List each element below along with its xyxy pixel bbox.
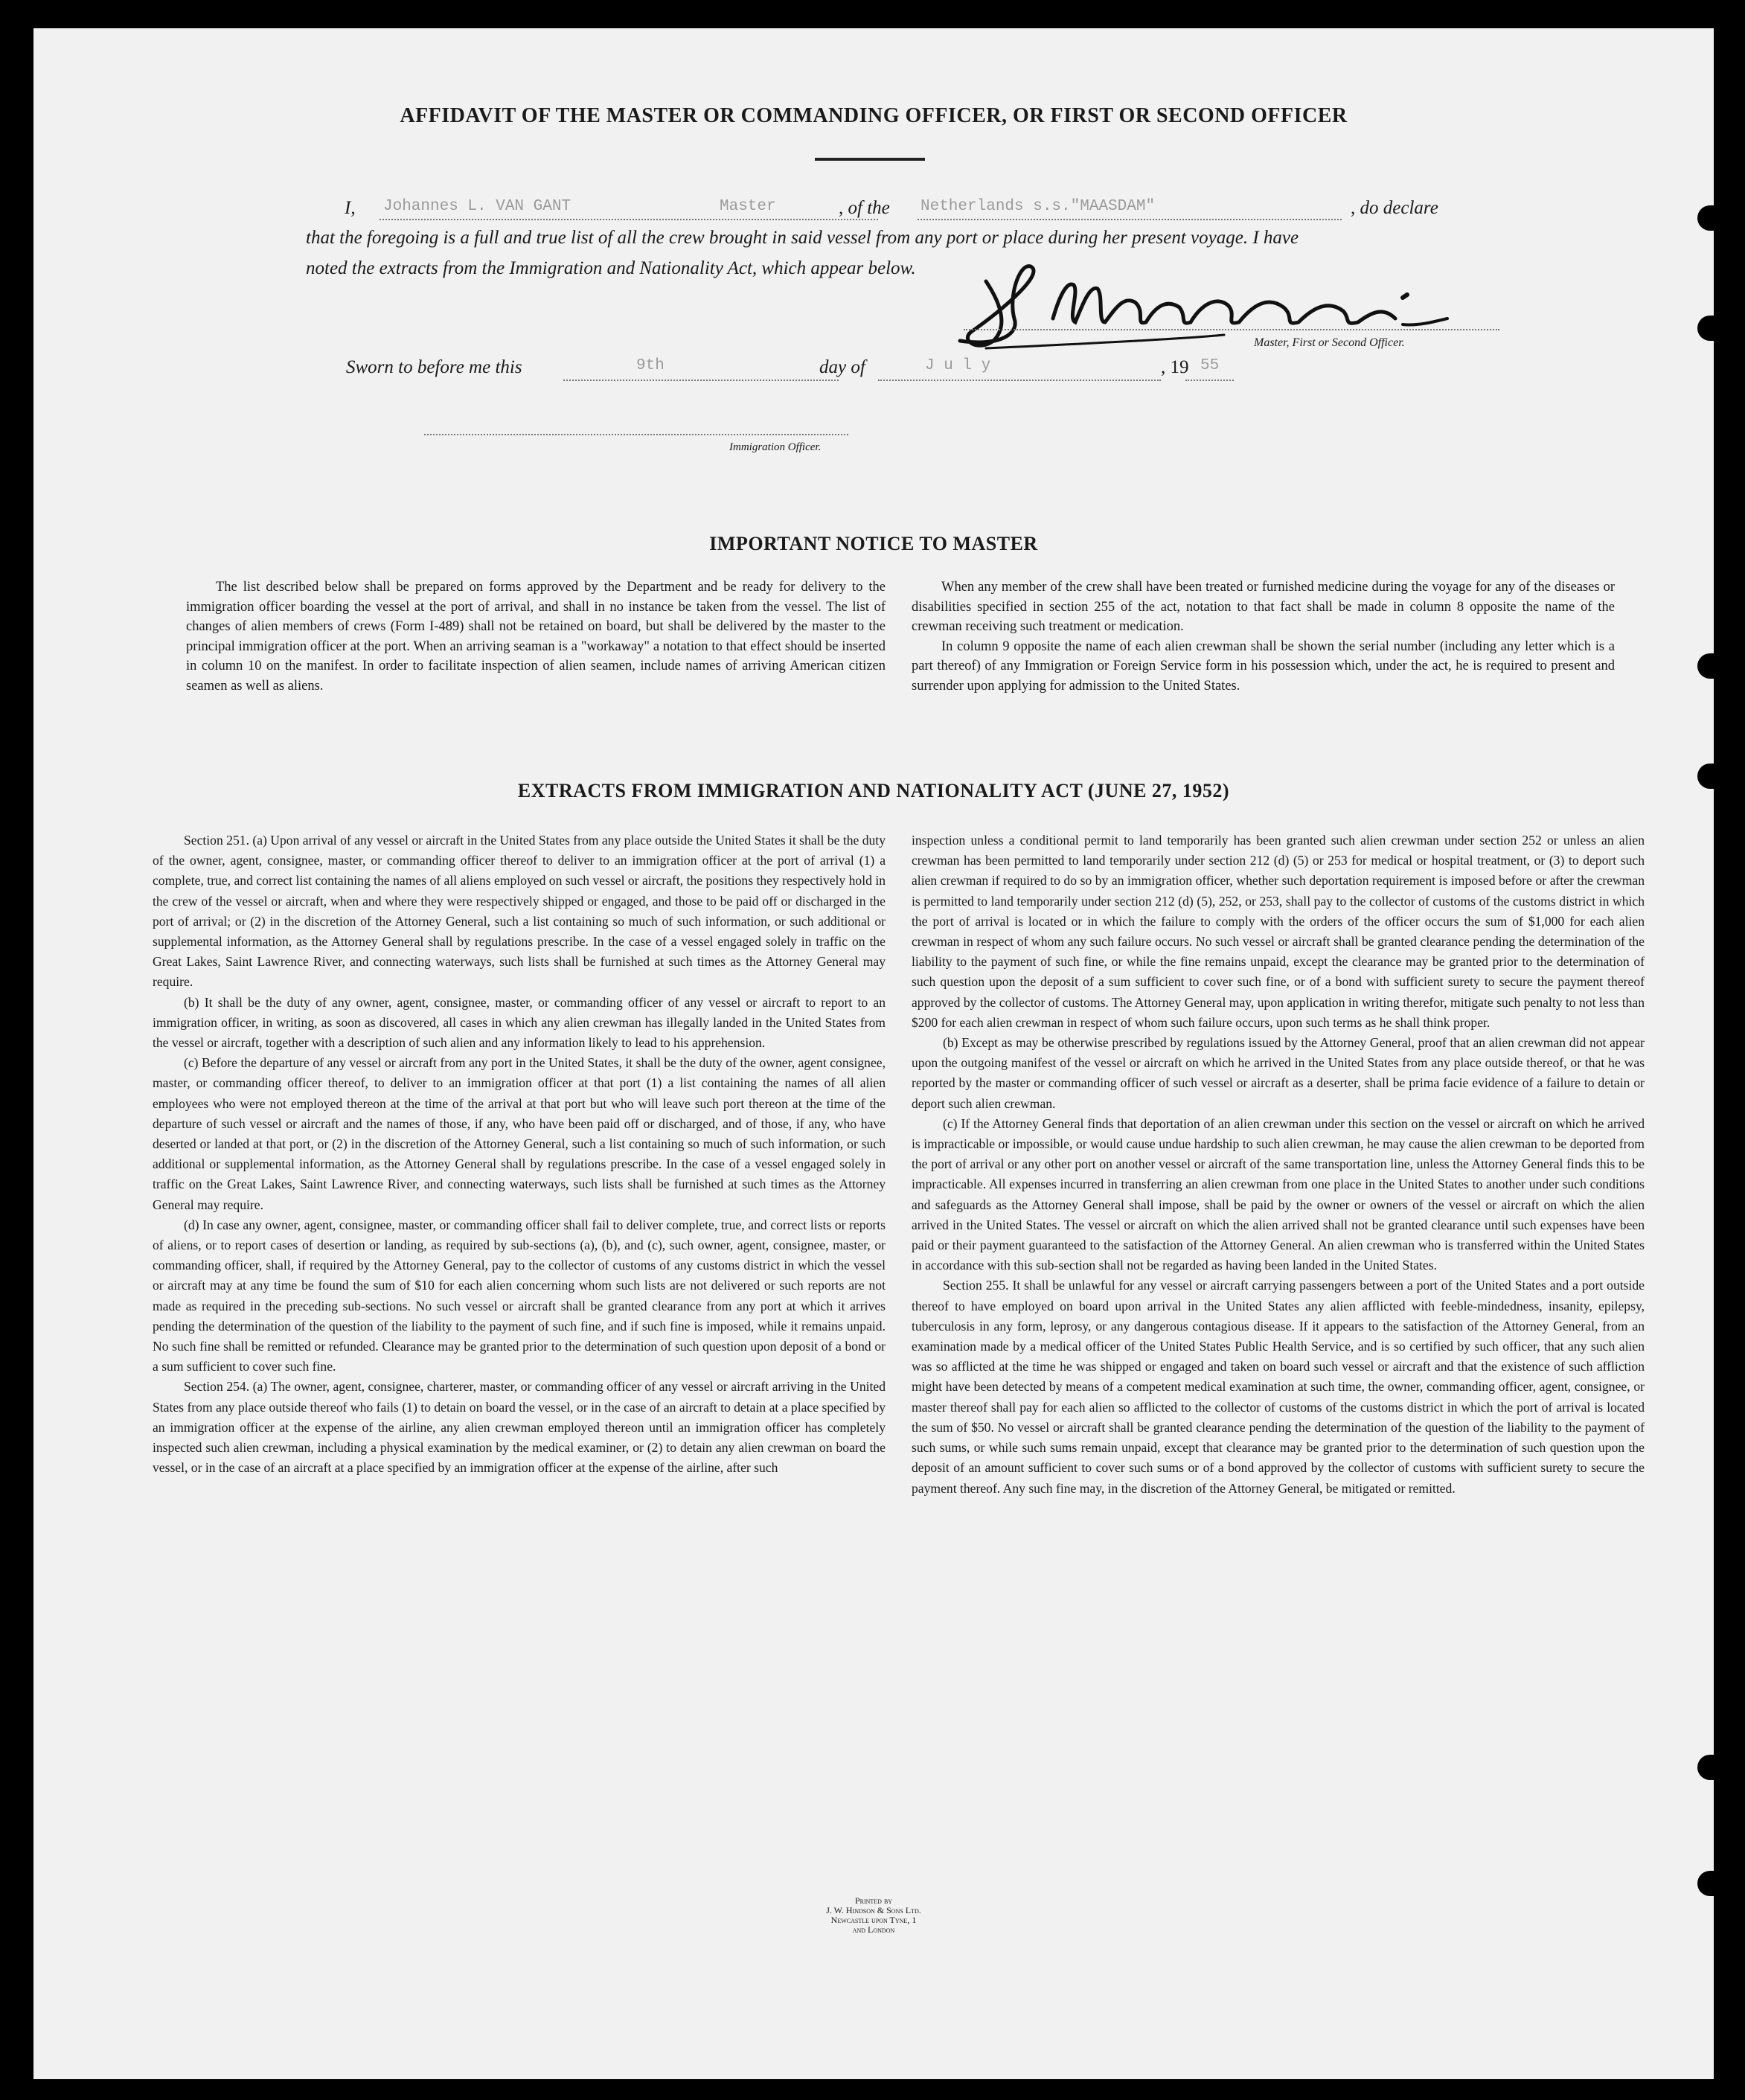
declaration-line-2: that the foregoing is a full and true list of all the crew brought in said vessel from any port or place during her present voyage. I have xyxy=(306,228,1299,248)
sworn-label: Sworn to before me this xyxy=(346,357,522,377)
officer-rule xyxy=(424,434,848,435)
notice-heading: IMPORTANT NOTICE TO MASTER xyxy=(709,533,1038,554)
year-rule xyxy=(1185,380,1234,381)
act-paragraph: Section 255. It shall be unlawful for any vessel or aircraft carrying passengers between a port of the United States and a port outside thereof to have employed on board upon arrival in the United States any alien afflicted with feeble-mindedness, insanity, epilepsy, tuberculosis in any form, leprosy, or any dangerous contagious disease. If it appears to the satisfaction of the Attorney General, from an examination made by a medical officer of the United States Public Health Service, and is so certified by such officer, that any such alien was so afflicted at the time he was shipped or engaged and taken on board such vessel or aircraft and that the existence of such affliction might have been detected by means of a competent medical examination at such time, the owner, commanding officer, agent, consignee, or master thereof shall pay for each alien so afflicted to the collector of customs of the customs district in which the port of arrival is located the sum of $50. No vessel or aircraft shall be granted clearance pending the determination of the question of the liability to the payment of such sums, or while such sums remain unpaid, except that clearance may be granted prior to the determination of such question upon the deposit of an amount sufficient to cover such sums or of a bond approved by the collector of customs with sufficient surety to secure the payment thereof. Any such fine may, in the discretion of the Attorney General, be mitigated or remitted. xyxy=(912,1278,1645,1496)
vessel-rule xyxy=(918,219,1342,220)
master-rank: Master xyxy=(720,198,776,215)
punch-hole xyxy=(1697,653,1714,679)
extracts-left-column xyxy=(153,830,886,1479)
printer-line: J. W. Hindson & Sons Ltd. xyxy=(826,1905,921,1915)
declaration-i: I, xyxy=(345,198,356,218)
month-rule xyxy=(878,380,1161,381)
name-rule xyxy=(380,219,878,220)
printer-imprint xyxy=(33,1896,1714,1935)
notice-paragraph: In column 9 opposite the name of each alien crewman shall be shown the serial number (including any letter which is a part thereof) of any Immigration or Foreign Service form in his possession which, under the act, he is required to present and surrender upon applying for admission to the United States. xyxy=(912,638,1615,694)
do-declare-label: , do declare xyxy=(1351,198,1438,218)
act-paragraph: Section 251. (a) Upon arrival of any vessel or aircraft in the United States from any place outside the United States it shall be the duty of the owner, agent, consignee, master, or commanding officer thereof to deliver to an immigration officer at the port of arrival (1) a complete, true, and correct list containing the names of all aliens employed on such vessel or aircraft, the positions they respectively hold in the crew of the vessel or aircraft, when and where they were respectively shipped or engaged, and those to be paid off or discharged in the port of arrival; or (2) in the discretion of the Attorney General, such a list containing so much of such information, or such additional or supplemental information, as the Attorney General shall by regulations prescribe. In the case of a vessel engaged solely in traffic on the Great Lakes, Saint Lawrence River, and connecting waterways, such lists shall be furnished at such times as the Attorney General may require. xyxy=(153,833,886,990)
notice-paragraph: The list described below shall be prepared on forms approved by the Department and be ready for delivery to the immigration officer boarding the vessel at the port of arrival, and shall in no instance be taken from the vessel. The list of changes of alien members of crews (Form I-489) shall not be retained on board, but shall be delivered by the master to the principal immigration officer at the port. When an arriving seaman is a "workaway" a notation to that effect should be inserted in column 10 on the manifest. In order to facilitate inspection of alien seamen, include names of arriving American citizen seamen as well as aliens. xyxy=(186,580,886,694)
act-paragraph: (c) Before the departure of any vessel or aircraft from any port in the United States, it shall be the duty of the owner, agent consignee, master, or commanding officer thereof, to deliver to an immigration officer at that port (1) a list containing the names of all alien employees who were not employed thereon at the time of the arrival at that port but who will leave such port thereon at the time of the departure of such vessel or aircraft and the names of those, if any, who have been paid off or discharged, and of those, if any, who have deserted or landed at that port, or (2) in the discretion of the Attorney General, such a list containing so much of such information, or such additional or supplemental information, as the Attorney General shall by regulations prescribe. In the case of a vessel engaged solely in traffic on the Great Lakes, Saint Lawrence River, and connecting waterways, such lists shall be furnished at such times as the Attorney General may require. xyxy=(153,1055,886,1212)
extracts-heading: EXTRACTS FROM IMMIGRATION AND NATIONALITY ACT (JUNE 27, 1952) xyxy=(517,780,1230,801)
master-name: Johannes L. VAN GANT xyxy=(383,198,571,215)
affidavit-title: AFFIDAVIT OF THE MASTER OR COMMANDING OFFICER, OR FIRST OR SECOND OFFICER xyxy=(400,104,1348,127)
punch-hole xyxy=(1697,316,1714,341)
title-rule xyxy=(815,158,925,161)
act-paragraph: Section 254. (a) The owner, agent, consignee, charterer, master, or commanding officer of any vessel or aircraft arriving in the United States from any place outside thereof who fails (1) to detain on board the vessel, or in the case of an aircraft to detain at a place specified by an immigration officer at the expense of the airline, any alien crewman employed thereon until an immigration officer has completely inspected such alien crewman, including a physical examination by the medical examiner, or (2) to detain any alien crewman on board the vessel, or in the case of an aircraft at a place specified by an immigration officer at the expense of the airline, after such xyxy=(153,1379,886,1476)
extracts-right-column xyxy=(912,830,1645,1499)
master-signature xyxy=(956,252,1507,363)
of-the-label: , of the xyxy=(839,198,890,218)
notice-paragraph: When any member of the crew shall have been treated or furnished medicine during the voyage for any of the diseases or disabilities specified in section 255 of the act, notation to that fact shall be made in column 8 opposite the name of the crewman receiving such treatment or medication. xyxy=(912,580,1615,634)
vessel-name: Netherlands s.s."MAASDAM" xyxy=(920,198,1156,215)
printer-line: Printed by xyxy=(854,1895,893,1906)
officer-caption: Immigration Officer. xyxy=(729,441,822,453)
act-paragraph: (b) It shall be the duty of any owner, agent, consignee, master, or commanding officer of any vessel or aircraft to report to an immigration officer, in writing, as soon as discovered, all cases in which any alien crewman has illegally landed in the United States from the vessel or aircraft, together with a description of such alien and any information likely to lead to his apprehension. xyxy=(153,994,886,1051)
year-prefix: , 19 xyxy=(1161,357,1189,377)
declaration-line-3: noted the extracts from the Immigration and Nationality Act, which appear below. xyxy=(306,258,916,278)
act-paragraph: inspection unless a conditional permit to land temporarily has been granted such alien crewman under section 252 or unless an alien crewman has been permitted to land temporarily under section 212 (d) (5) or 253 for medical or hospital treatment, or (3) to deport such alien crewman if required to do so by an immigration officer, whether such deportation requirement is imposed before or after the crewman is permitted to land temporarily under section 212 (d) (5), 252, or 253, shall pay to the collector of customs of the customs district in which the port of arrival is located or in which the failure to comply with the orders of the officer occurs the sum of $1,000 for each alien crewman in respect of whom any such failure occurs. No such vessel or aircraft shall be granted clearance pending the determination of the liability to the payment of such fine, or while the fine remains unpaid, except the clearance may be granted prior to the determination of such question upon the deposit of a sum sufficient to cover such fine, or of a bond with sufficient surety to secure the payment thereof approved by the collector of customs. The Attorney General may, upon application in writing therefor, mitigate such penalty to not less than $200 for each alien crewman in respect of whom such failure occurs, upon such terms as he shall think proper. xyxy=(912,833,1645,1030)
notice-right-column xyxy=(912,577,1615,696)
printer-line: Newcastle upon Tyne, 1 xyxy=(830,1915,917,1925)
notice-left-column xyxy=(186,577,886,696)
act-paragraph: (c) If the Attorney General finds that deportation of an alien crewman under this section on the vessel or aircraft on which he arrived is impracticable or impossible, or would cause undue hardship to such alien crewman, he may cause the alien crewman to be deported from the port of arrival or any other port on another vessel or aircraft of the same transportation line, unless the Attorney General finds this to be impracticable. All expenses incurred in transferring an alien crewman from one place in the United States to another under such conditions and safeguards as the Attorney General shall impose, shall be paid by the owner or owners of the vessel or aircraft on which the alien arrived in the United States. The vessel or aircraft on which the alien arrived shall not be granted clearance until such expenses have been paid or their payment guaranteed to the satisfaction of the Attorney General. An alien crewman who is transferred within the United States in accordance with this sub-section shall not be regarded as having been landed in the United States. xyxy=(912,1115,1645,1273)
year-value: 55 xyxy=(1200,357,1220,374)
day-of-label: day of xyxy=(819,357,865,377)
form-page xyxy=(33,28,1714,2079)
printer-line: and London xyxy=(852,1924,895,1935)
day-value: 9th xyxy=(636,357,665,374)
punch-hole xyxy=(1697,205,1714,231)
act-paragraph: (b) Except as may be otherwise prescribed by regulations issued by the Attorney General, proof that an alien crewman did not appear upon the outgoing manifest of the vessel or aircraft on which he arrived in the United States from any place outside thereof, or that he was reported by the master or commanding officer of such vessel or aircraft as a deserter, shall be prima facie evidence of a failure to detain or deport such alien crewman. xyxy=(912,1035,1645,1111)
day-rule xyxy=(563,380,839,381)
punch-hole xyxy=(1697,1871,1714,1896)
act-paragraph: (d) In case any owner, agent, consignee, master, or commanding officer shall fail to deliver complete, true, and correct lists or reports of aliens, or to report cases of desertion or landing, as required by sub-sections (a), (b), and (c), such owner, agent, consignee, master, or commanding officer, shall, if required by the Attorney General, pay to the collector of customs of any customs district in which the vessel or aircraft may at any time be found the sum of $10 for each alien concerning whom such lists are not delivered or such reports are not made as required in the preceding sub-sections. No such vessel or aircraft shall be granted clearance from any port at which it arrives pending the determination of the question of the liability to the payment of such fine, and if such fine is imposed, while it remains unpaid. No such fine shall be remitted or refunded. Clearance may be granted prior to the determination of such question upon deposit of a bond or a sum sufficient to cover such fine. xyxy=(153,1217,886,1374)
signer-caption: Master, First or Second Officer. xyxy=(1254,336,1405,349)
signature-rule xyxy=(964,329,1499,330)
punch-hole xyxy=(1697,1755,1714,1780)
month-value: J u l y xyxy=(925,357,991,374)
